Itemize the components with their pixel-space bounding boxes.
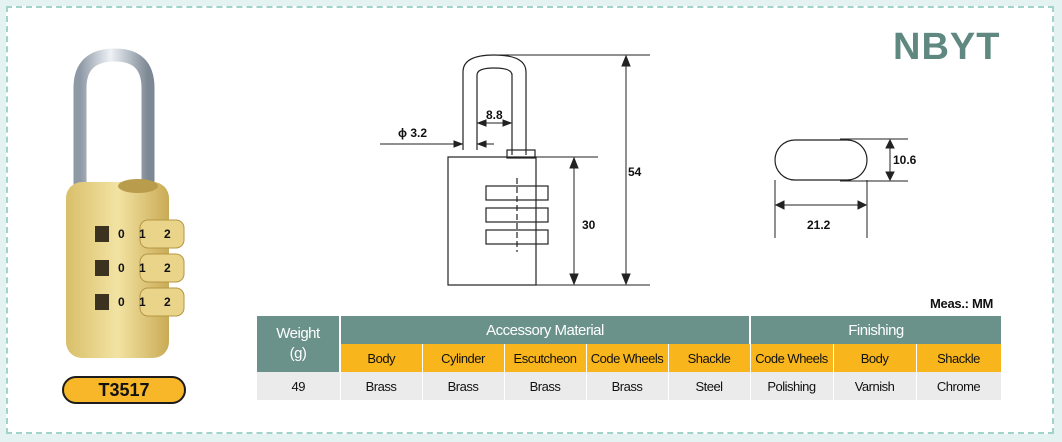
spec-table xyxy=(257,316,1002,400)
dial-digit: 1 xyxy=(139,227,146,241)
front-view-drawing xyxy=(448,55,548,285)
dial-digit: 1 xyxy=(139,261,146,275)
finishing-value-cell: Chrome xyxy=(916,372,1001,400)
finishing-header: Finishing xyxy=(750,316,1001,344)
column-header-row xyxy=(257,344,1001,372)
accessory-value-cell: Brass xyxy=(340,372,422,400)
brand-logo: NBYT xyxy=(893,26,1001,68)
finishing-column-header: Body xyxy=(833,344,916,372)
dimension-lines xyxy=(380,55,650,285)
accessory-value-cell: Brass xyxy=(504,372,586,400)
dial-digit: 0 xyxy=(118,261,125,275)
finishing-column-header: Code Wheels xyxy=(750,344,833,372)
accessory-value-cell: Brass xyxy=(586,372,668,400)
accessory-column-header: Shackle xyxy=(668,344,750,372)
dial-digit: 2 xyxy=(164,261,171,275)
cross-section-drawing xyxy=(775,140,867,180)
weight-header-label: Weight (g) xyxy=(276,325,320,362)
model-badge: T3517 xyxy=(62,376,186,404)
dial-digit: 2 xyxy=(164,227,171,241)
finishing-value-cell: Varnish xyxy=(833,372,916,400)
dim-section-width: 21.2 xyxy=(807,218,831,232)
accessory-value-cell: Brass xyxy=(422,372,504,400)
finishing-column-header: Shackle xyxy=(916,344,1001,372)
dim-shackle-width: 8.8 xyxy=(486,108,503,122)
measurement-unit-note: Meas.: MM xyxy=(930,296,994,311)
accessory-column-header: Code Wheels xyxy=(586,344,668,372)
accessory-material-header: Accessory Material xyxy=(340,316,750,344)
dial-digit: 2 xyxy=(164,295,171,309)
accessory-column-header: Body xyxy=(340,344,422,372)
dim-shackle-diameter: ϕ 3.2 xyxy=(398,126,428,140)
dial-digit: 1 xyxy=(139,295,146,309)
section-dimension-lines xyxy=(775,139,908,238)
accessory-value-cell: Steel xyxy=(668,372,750,400)
accessory-column-header: Escutcheon xyxy=(504,344,586,372)
dim-body-height: 30 xyxy=(582,218,596,232)
dial-digit: 0 xyxy=(118,227,125,241)
dim-section-height: 10.6 xyxy=(893,153,917,167)
weight-header xyxy=(257,316,340,372)
value-row xyxy=(257,372,1001,400)
dial-digit: 0 xyxy=(118,295,125,309)
weight-value: 49 xyxy=(257,372,340,400)
accessory-column-header: Cylinder xyxy=(422,344,504,372)
dim-overall-height: 54 xyxy=(628,165,642,179)
shackle-shape xyxy=(80,55,148,190)
finishing-value-cell: Polishing xyxy=(750,372,833,400)
